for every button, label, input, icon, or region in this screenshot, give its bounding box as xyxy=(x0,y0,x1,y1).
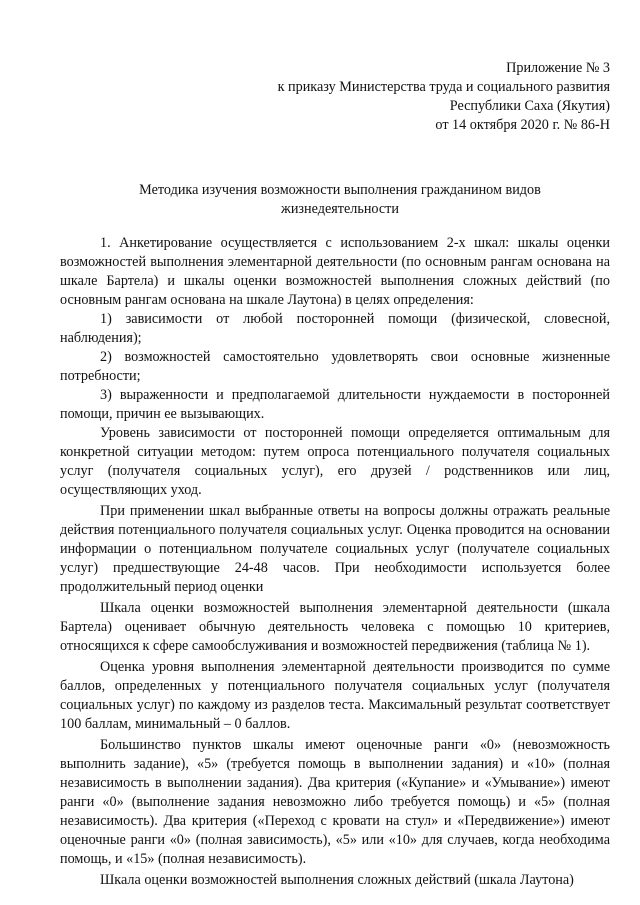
paragraph: При применении шкал выбранные ответы на вопросы должны отражать реальные действия потенциального получателя социальных услуг. Оценка проводится на основании информации о потенциальном получателе социальных услуг (получателе социальных услуг) предшествующие 24-48 часов. При необходимости используется более продолжительный период оценки xyxy=(60,503,610,595)
paragraph: Уровень зависимости от посторонней помощи определяется оптимальным для конкретной ситуации методом: путем опроса потенциального получателя социальных услуг (получателя социальных услуг), его друзей / родственников или лиц, осуществляющих уход. xyxy=(60,425,610,498)
document-header xyxy=(210,59,610,135)
title-line-2: жизнедеятельности xyxy=(281,201,399,217)
list-item: 2) возможностей самостоятельно удовлетворять свои основные жизненные потребности; xyxy=(60,349,610,384)
appendix-number: Приложение № 3 xyxy=(506,60,610,76)
order-reference: к приказу Министерства труда и социального развития xyxy=(277,79,610,95)
paragraph: Большинство пунктов шкалы имеют оценочные ранги «0» (невозможность выполнить задание), «5» (требуется помощь в выполнении задания) и «10» (полная независимость в выполнении задания). Два критерия («Купание» и «Умывание») имеют ранги «0» (выполнение задания невозможно либо требуется помощь) и «5» (полная независимость). Два критерия («Переход с кровати на стул» и «Передвижение») имеют оценочные ранги «0» (полная зависимость), «5» или «10» для случаев, когда необходима помощь, и «15» (полная независимость). xyxy=(60,737,610,867)
list-item: 3) выраженности и предполагаемой длительности нуждаемости в посторонней помощи, причин ее вызывающих. xyxy=(60,387,610,422)
title-line-1: Методика изучения возможности выполнения гражданином видов xyxy=(139,182,541,198)
paragraph: 1. Анкетирование осуществляется с использованием 2-х шкал: шкалы оценки возможностей выполнения элементарной деятельности (по основным рангам основана на шкале Бартела) и шкалы оценки возможностей выполнения сложных действий (по основным рангам основана на шкале Лаутона) в целях определения: xyxy=(60,235,610,308)
paragraph: Шкала оценки возможностей выполнения сложных действий (шкала Лаутона) xyxy=(100,872,574,888)
paragraph: Оценка уровня выполнения элементарной деятельности производится по сумме баллов, определенных у потенциального получателя социальных услуг (получателя социальных услуг) по каждому из разделов теста. Максимальный результат соответствует 100 баллам, минимальный – 0 баллов. xyxy=(60,659,610,732)
document-title xyxy=(60,181,620,219)
list-item: 1) зависимости от любой посторонней помощи (физической, словесной, наблюдения); xyxy=(60,311,610,346)
order-date: от 14 октября 2020 г. № 86-Н xyxy=(435,117,610,133)
paragraph: Шкала оценки возможностей выполнения элементарной деятельности (шкала Бартела) оценивает обычную деятельность человека с помощью 10 критериев, относящихся к сфере самообслуживания и возможностей передвижения (таблица № 1). xyxy=(60,600,610,654)
republic-name: Республики Саха (Якутия) xyxy=(449,98,610,114)
document-body xyxy=(60,234,610,890)
